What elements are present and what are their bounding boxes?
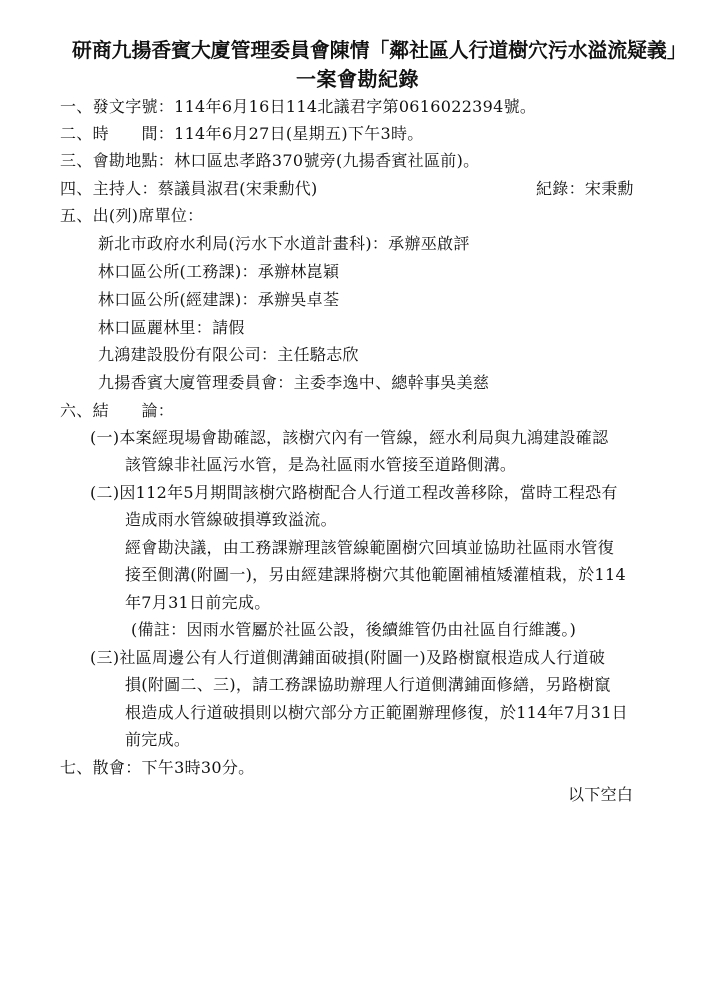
conclusion-2-line: (二)因112年5月期間該樹穴路樹配合人行道工程改善移除，當時工程恐有 — [90, 483, 618, 502]
conclusion-2-line: 年7月31日前完成。 — [125, 593, 271, 612]
conclusion-2-line: 接至側溝(附圖一)，另由經建課將樹穴其他範圍補植矮灌植栽，於114 — [125, 565, 626, 584]
conclusion-3-line: 損(附圖二、三)，請工務課協助辦理人行道側溝鋪面修繕，另路樹竄 — [125, 675, 611, 694]
conclusion-1-line: 該管線非社區污水管，是為社區雨水管接至道路側溝。 — [125, 455, 517, 474]
meeting-host: 四、主持人：蔡議員淑君(宋秉勳代) — [60, 179, 318, 198]
attendee-item: 九鴻建設股份有限公司：主任駱志欣 — [98, 345, 359, 364]
conclusion-2-line: 經會勘決議，由工務課辦理該管線範圍樹穴回填並協助社區雨水管復 — [125, 538, 615, 557]
conclusion-2-line: 造成雨水管線破損導致溢流。 — [125, 510, 337, 529]
attendee-item: 林口區麗林里：請假 — [98, 318, 245, 337]
document-title-line-2: 一案會勘紀錄 — [296, 67, 419, 91]
conclusion-2-note: (備註：因雨水管屬於社區公設，後續維管仍由社區自行維護。) — [131, 620, 577, 639]
conclusion-3-line: (三)社區周邊公有人行道側溝鋪面破損(附圖一)及路樹竄根造成人行道破 — [90, 648, 606, 667]
end-mark: 以下空白 — [568, 785, 634, 804]
conclusion-label: 六、結 論： — [60, 401, 175, 420]
meeting-time: 二、時 間：114年6月27日(星期五)下午3時。 — [60, 124, 424, 143]
conclusion-3-line: 根造成人行道破損則以樹穴部分方正範圍辦理修復，於114年7月31日 — [125, 703, 628, 722]
document-number: 一、發文字號：114年6月16日114北議君字第0616022394號。 — [60, 97, 537, 116]
attendee-item: 林口區公所(工務課)：承辦林崑穎 — [98, 262, 340, 281]
conclusion-1-line: (一)本案經現場會勘確認，該樹穴內有一管線，經水利局與九鴻建設確認 — [90, 428, 609, 447]
meeting-location: 三、會勘地點：林口區忠孝路370號旁(九揚香賓社區前)。 — [60, 151, 480, 170]
meeting-adjourn: 七、散會：下午3時30分。 — [60, 758, 255, 777]
meeting-recorder: 紀錄：宋秉勳 — [536, 179, 634, 198]
attendee-item: 林口區公所(經建課)：承辦吳卓荃 — [98, 290, 340, 309]
document-title-line-1: 研商九揚香賓大廈管理委員會陳情「鄰社區人行道樹穴污水溢流疑義」 — [72, 38, 687, 62]
conclusion-3-line: 前完成。 — [125, 730, 191, 749]
attendee-item: 新北市政府水利局(污水下水道計畫科)：承辦巫啟評 — [98, 234, 470, 253]
attendees-label: 五、出(列)席單位： — [60, 206, 204, 225]
attendee-item: 九揚香賓大廈管理委員會：主委李逸中、總幹事吳美慈 — [98, 373, 490, 392]
